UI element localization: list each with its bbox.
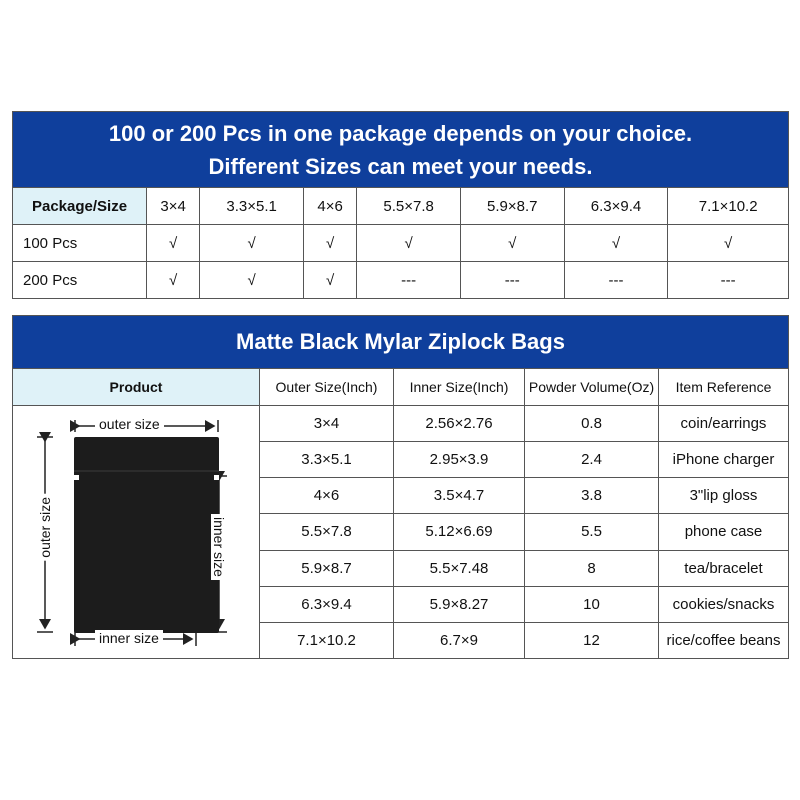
package-table-title-line1: 100 or 200 Pcs in one package depends on your choice. — [108, 120, 693, 146]
availability-cell: √ — [668, 225, 789, 262]
outer-size-cell: 6.3×9.4 — [260, 586, 394, 622]
powder-volume-cell: 2.4 — [525, 442, 659, 478]
size-header: 4×6 — [303, 188, 356, 225]
availability-cell: √ — [303, 262, 356, 299]
outer-size-side-label: outer size — [37, 494, 53, 561]
product-table-title: Matte Black Mylar Ziplock Bags — [13, 316, 789, 369]
inner-size-cell: 6.7×9 — [394, 622, 525, 658]
size-header: 5.9×8.7 — [460, 188, 564, 225]
package-size-header: Package/Size — [13, 188, 147, 225]
size-header: 3.3×5.1 — [200, 188, 304, 225]
outer-size-cell: 5.9×8.7 — [260, 550, 394, 586]
inner-size-cell: 5.5×7.48 — [394, 550, 525, 586]
package-table-banner — [13, 112, 789, 188]
tear-notch — [214, 475, 219, 480]
powder-volume-cell: 8 — [525, 550, 659, 586]
powder-volume-header: Powder Volume(Oz) — [525, 369, 659, 406]
availability-cell: √ — [200, 262, 304, 299]
item-reference-cell: coin/earrings — [659, 406, 789, 442]
powder-volume-cell: 12 — [525, 622, 659, 658]
outer-size-header: Outer Size(Inch) — [260, 369, 394, 406]
size-header: 7.1×10.2 — [668, 188, 789, 225]
inner-size-cell: 2.56×2.76 — [394, 406, 525, 442]
size-header: 5.5×7.8 — [357, 188, 461, 225]
availability-cell: √ — [303, 225, 356, 262]
item-reference-cell: 3"lip gloss — [659, 478, 789, 514]
row-label: 100 Pcs — [13, 225, 147, 262]
availability-cell: --- — [564, 262, 668, 299]
package-table-header-row — [13, 188, 789, 225]
outer-size-top-label: outer size — [95, 416, 164, 432]
table-row — [13, 406, 789, 442]
table-row — [13, 262, 789, 299]
table-row — [13, 225, 789, 262]
inner-size-cell: 5.12×6.69 — [394, 514, 525, 550]
outer-size-cell: 3.3×5.1 — [260, 442, 394, 478]
row-label: 200 Pcs — [13, 262, 147, 299]
product-spec-table — [12, 315, 789, 659]
availability-cell: --- — [357, 262, 461, 299]
inner-size-header: Inner Size(Inch) — [394, 369, 525, 406]
powder-volume-cell: 5.5 — [525, 514, 659, 550]
item-reference-cell: rice/coffee beans — [659, 622, 789, 658]
size-header: 6.3×9.4 — [564, 188, 668, 225]
availability-cell: --- — [668, 262, 789, 299]
package-table-title-line2: Different Sizes can meet your needs. — [208, 153, 593, 179]
size-header: 3×4 — [147, 188, 200, 225]
powder-volume-cell: 10 — [525, 586, 659, 622]
availability-cell: √ — [460, 225, 564, 262]
inner-size-cell: 3.5×4.7 — [394, 478, 525, 514]
availability-cell: √ — [357, 225, 461, 262]
item-reference-cell: iPhone charger — [659, 442, 789, 478]
availability-cell: --- — [460, 262, 564, 299]
product-header: Product — [13, 369, 260, 406]
powder-volume-cell: 3.8 — [525, 478, 659, 514]
package-size-table — [12, 111, 789, 299]
product-table-header-row — [13, 369, 789, 406]
outer-size-cell: 3×4 — [260, 406, 394, 442]
zipper-line — [74, 470, 219, 472]
product-image-cell — [13, 406, 260, 659]
availability-cell: √ — [147, 262, 200, 299]
item-reference-cell: phone case — [659, 514, 789, 550]
inner-size-bottom-label: inner size — [95, 630, 163, 646]
inner-size-cell: 2.95×3.9 — [394, 442, 525, 478]
inner-size-side-label: inner size — [211, 514, 227, 580]
availability-cell: √ — [200, 225, 304, 262]
powder-volume-cell: 0.8 — [525, 406, 659, 442]
item-reference-cell: tea/bracelet — [659, 550, 789, 586]
availability-cell: √ — [147, 225, 200, 262]
inner-size-cell: 5.9×8.27 — [394, 586, 525, 622]
outer-size-cell: 4×6 — [260, 478, 394, 514]
mylar-bag-image — [74, 437, 219, 633]
item-reference-cell: cookies/snacks — [659, 586, 789, 622]
bag-dimension-diagram — [13, 406, 259, 658]
outer-size-cell: 5.5×7.8 — [260, 514, 394, 550]
tear-notch — [74, 475, 79, 480]
availability-cell: √ — [564, 225, 668, 262]
item-reference-header: Item Reference — [659, 369, 789, 406]
outer-size-cell: 7.1×10.2 — [260, 622, 394, 658]
